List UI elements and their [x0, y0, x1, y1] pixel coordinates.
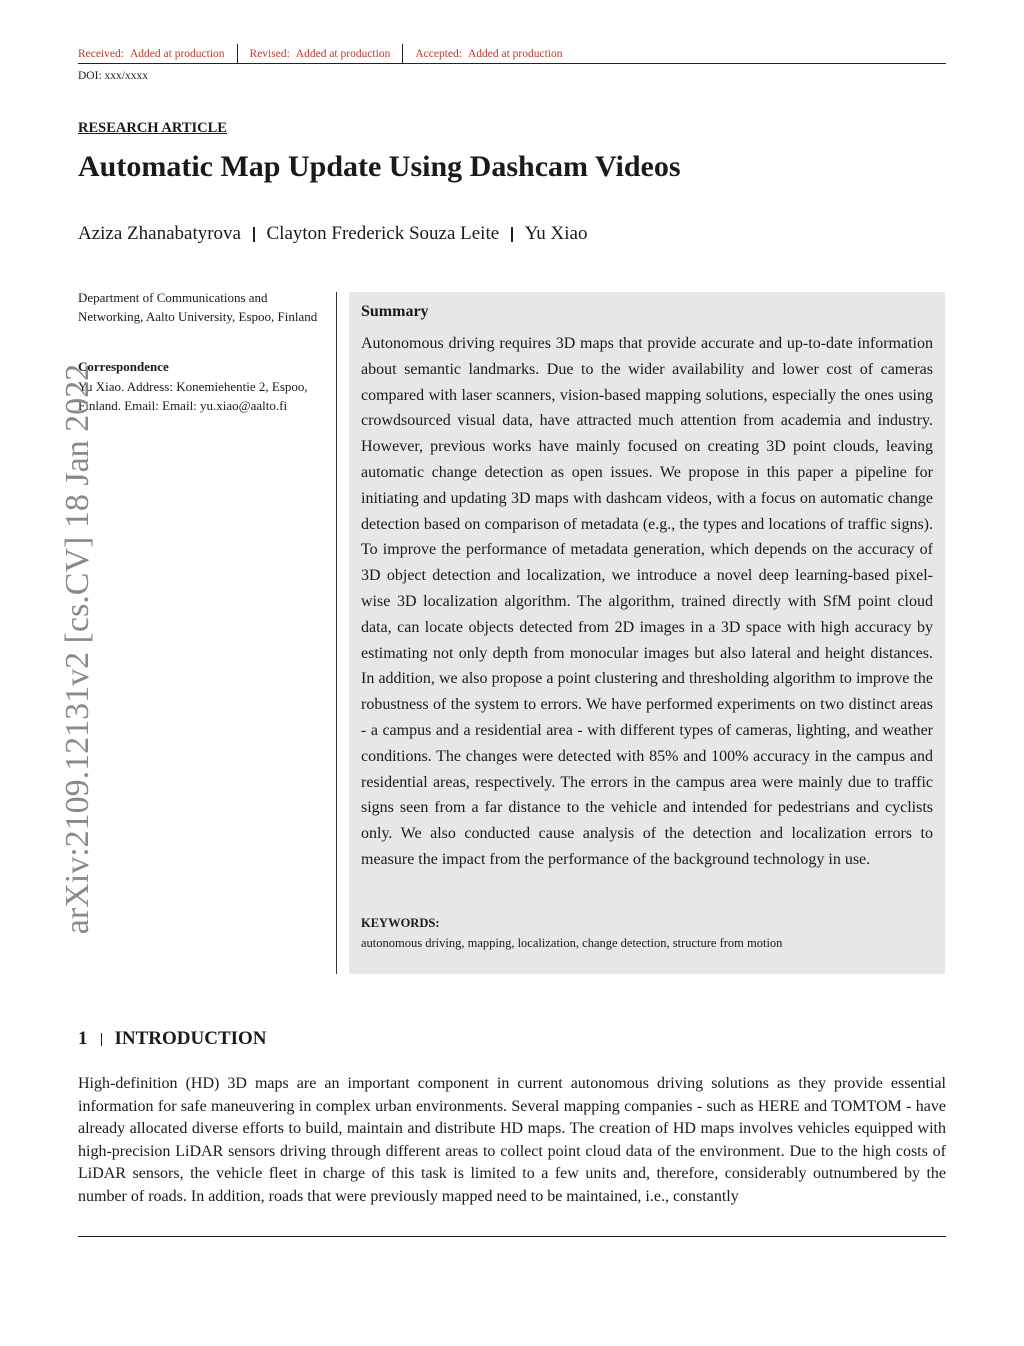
summary-heading: Summary: [361, 303, 429, 320]
header-rule: [78, 63, 946, 64]
author-separator: [511, 227, 513, 242]
section-number: 1: [78, 1028, 88, 1049]
author: Yu Xiao: [524, 223, 588, 244]
correspondence-text: Yu Xiao. Address: Konemiehentie 2, Espoo, Finland. Email: Email: yu.xiao@aalto.fi: [78, 379, 308, 413]
accepted-date: Accepted: Added at production: [415, 48, 563, 60]
section-heading: [78, 1028, 267, 1050]
section-title: INTRODUCTION: [114, 1028, 267, 1049]
doi: DOI: xxx/xxxx: [78, 70, 148, 82]
publication-dates: [78, 44, 946, 64]
summary-text: Autonomous driving requires 3D maps that provide accurate and up-to-date information about semantic landmarks. Due to the wider availability and lower cost of cameras compared with laser scanners, vision-based mapping solutions, especially the ones using crowdsourced visual data, have attracted much attention from academia and industry. However, previous works have mainly focused on creating 3D point clouds, leaving automatic change detection as open issues. We propose in this paper a pipeline for initiating and updating 3D maps with dashcam videos, with a focus on automatic change detection based on comparison of metadata (e.g., the types and locations of traffic signs). To improve the performance of metadata generation, which depends on the accuracy of 3D object detection and localization, we introduce a novel deep learning-based pixel-wise 3D localization algorithm. The algorithm, trained directly with SfM point cloud data, can locate objects detected from 2D images in a 3D space with high accuracy by estimating not only depth from monocular images but also lateral and height distances. In addition, we also propose a point clustering and thresholding algorithm to improve the robustness of the system to errors. We have performed experiments on two distinct areas - a campus and a residential area - with different types of cameras, lighting, and weather conditions. The changes were detected with 85% and 100% accuracy in the campus and residential areas, respectively. The errors in the campus area were mainly due to traffic signs seen from a far distance to the vehicle and intended for pedestrians and cyclists only. We also conducted cause analysis of the detection and localization errors to measure the impact from the performance of the background technology in use.: [361, 335, 933, 868]
column-divider: [336, 292, 337, 974]
arxiv-stamp-text: arXiv:2109.12131v2 [cs.CV] 18 Jan 2022: [59, 363, 96, 935]
introduction-text: High-definition (HD) 3D maps are an important component in current autonomous driving solutions as they provide essential information for safe maneuvering in complex urban environments. Several mapping companies - such as HERE and TOMTOM - have already allocated diverse efforts to build, maintain and distribute HD maps. The creation of HD maps involves vehicles equipped with high-precision LiDAR sensors driving through different areas to collect point cloud data of the environment. Due to the high costs of LiDAR sensors, the vehicle fleet in charge of this task is limited to a few units and, therefore, considerably outnumbered by the number of roads. In addition, roads that were previously mapped need to be maintained, i.e., constantly: [78, 1075, 946, 1205]
footer-rule: [78, 1236, 946, 1237]
author-separator: [253, 227, 255, 242]
article-type: RESEARCH ARTICLE: [78, 120, 227, 136]
affiliation: Department of Communications and Networking, Aalto University, Espoo, Finland: [78, 290, 318, 324]
correspondence-heading: Correspondence: [78, 359, 169, 374]
author-list: [78, 223, 588, 245]
keywords-heading: KEYWORDS:: [361, 916, 440, 930]
revised-date: Revised: Added at production: [249, 48, 391, 60]
author: Clayton Frederick Souza Leite: [266, 223, 500, 244]
section-separator: [101, 1033, 102, 1046]
keywords-text: autonomous driving, mapping, localization, change detection, structure from motion: [361, 936, 783, 950]
author: Aziza Zhanabatyrova: [78, 223, 241, 244]
received-date: Received: Added at production: [78, 48, 225, 60]
paper-title: Automatic Map Update Using Dashcam Videos: [78, 150, 681, 183]
